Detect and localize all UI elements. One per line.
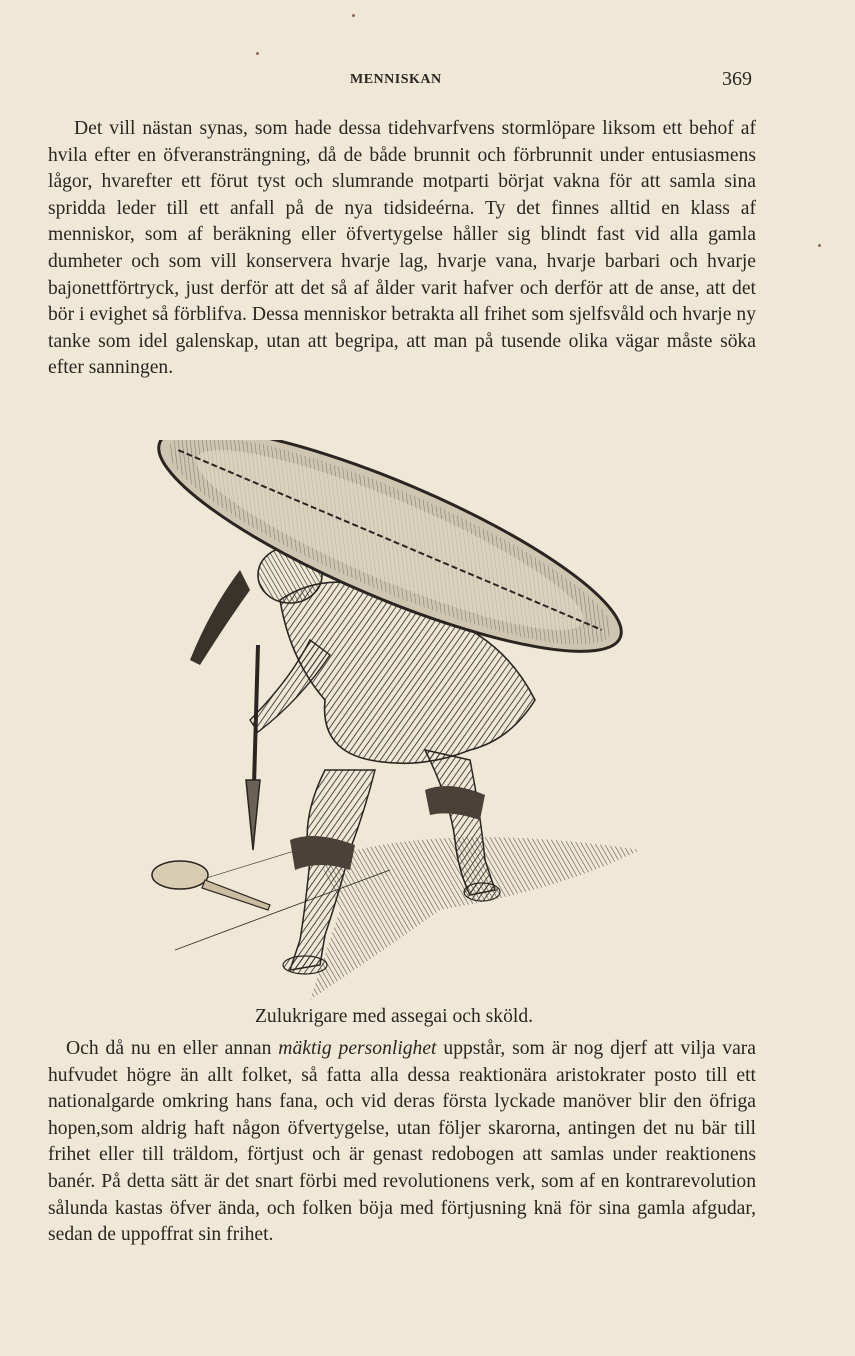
zulu-warrior-engraving xyxy=(140,440,650,1010)
assegai-spear-blade xyxy=(246,780,260,850)
body-paragraph-1: Det vill nästan synas, som hade dessa tidehvarfvens stormlöpare liksom ett behof af hvila efter en öfveransträngning, då de både brunnit och förbrunnit under entusiasmens lågor, hvarefter ett förut tyst och slumrande motparti börjat vakna för att samla sina spridda leder till ett anfall på de nya tidsideérna. Ty det finnes alltid en klass af menniskor, som af beräkning eller öfvertygelse håller sig blindt fast vid alla gamla dumheter och som vill konservera hvarje lag, hvarje vana, hvarje barbari och hvarje bajonettförtryck, just derför att det så af ålder varit hafver och derför att de anse, att det bör i evighet så förblifva. Dessa menniskor betrakta all frihet som sjelfsvåld och hvarje ny tanke som idel galenskap, utan att begripa, att man på tusende olika vägar måste söka efter sanningen. xyxy=(48,118,756,379)
warrior-foot xyxy=(283,956,327,974)
figure-caption: Zulukrigare med assegai och sköld. xyxy=(254,1006,534,1027)
spoon-icon xyxy=(152,861,208,889)
paper-speck xyxy=(256,52,259,55)
paragraph-2-text-start: Och då nu en eller annan xyxy=(66,1038,279,1059)
page-number: 369 xyxy=(722,68,752,90)
body-paragraph-2 xyxy=(48,1036,756,1249)
spoon-handle xyxy=(202,880,270,910)
feather-plume xyxy=(190,570,250,665)
emphasized-phrase: mäktig personlighet xyxy=(278,1038,437,1059)
running-head: MENNISKAN xyxy=(350,72,442,87)
paragraph-2-text-end: uppstår, som är nog djerf att vilja vara hufvudet högre än allt folket, så fatta alla dessa reaktionära aristokrater posto till ett nationalgarde omkring hans fana, och vid deras första lyckade manöver blir den öfriga hopen,som aldrig haft någon öfvertygelse, utan följer skarorna, antingen det nu bär till frihet eller till träldom, förtjust och är genast redobogen att samlas under reaktionens banér. På detta sätt är det snart förbi med revolutionens verk, som af en kontrarevolution sålunda kastas öfver ända, och folken böja med förtjusning knä för sina gamla afgudar, sedan de uppoffrat sin frihet. xyxy=(48,1038,756,1246)
paper-speck xyxy=(352,14,355,17)
warrior-foot xyxy=(464,883,500,901)
paper-speck xyxy=(818,244,821,247)
